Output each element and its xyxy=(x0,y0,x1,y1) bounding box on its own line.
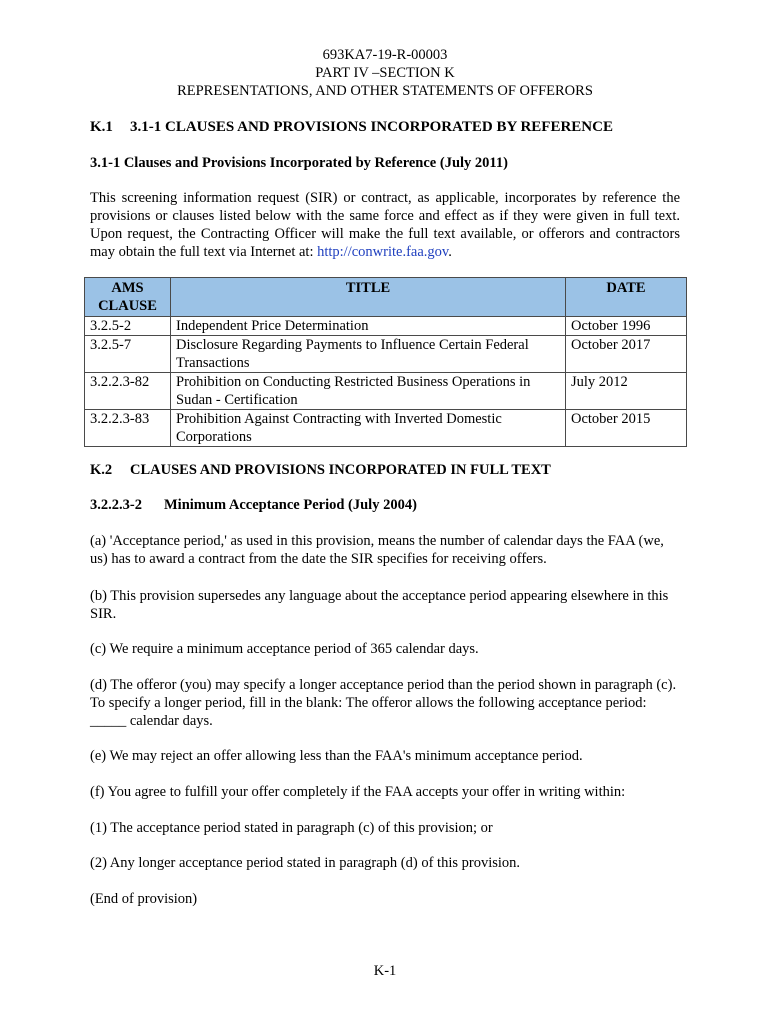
clause-cell: 3.2.2.3-82 xyxy=(85,373,171,410)
paragraph-1: (1) The acceptance period stated in paragraph (c) of this provision; or xyxy=(90,820,493,836)
provision-number: 3.2.2.3-2 xyxy=(90,497,142,513)
page-number: K-1 xyxy=(373,963,397,979)
table-row xyxy=(85,373,687,410)
paragraph-e: (e) We may reject an offer allowing less than the FAA's minimum acceptance period. xyxy=(90,748,583,764)
k1-heading: 3.1-1 CLAUSES AND PROVISIONS INCORPORATED BY REFERENCE xyxy=(130,119,613,135)
table-row xyxy=(85,336,687,373)
k1-subheading: 3.1-1 Clauses and Provisions Incorporated by Reference (July 2011) xyxy=(90,155,508,171)
end-of-provision: (End of provision) xyxy=(90,891,198,907)
faa-link[interactable]: http://conwrite.faa.gov xyxy=(317,244,449,260)
k1-number: K.1 xyxy=(90,119,113,135)
table-row xyxy=(85,317,687,336)
paragraph-b: (b) This provision supersedes any language about the acceptance period appearing elsewhere in this SIR. xyxy=(90,588,669,622)
clauses-table xyxy=(84,277,687,447)
date-cell: October 1996 xyxy=(566,317,687,336)
table-header-row xyxy=(85,278,687,317)
title-cell: Prohibition Against Contracting with Inverted Domestic Corporations xyxy=(171,410,566,447)
part-section: PART IV –SECTION K xyxy=(315,65,455,81)
date-cell: October 2017 xyxy=(566,336,687,373)
title-cell: Independent Price Determination xyxy=(171,317,566,336)
k1-body-text: This screening information request (SIR) or contract, as applicable, incorporates by reference the provisions or clauses listed below with the same force and effect as if they were given in full text. Upon request, the Contracting Officer will make the full text available, or offerors and contractors may obtain the full text via Internet at: xyxy=(90,190,680,260)
paragraph-d: (d) The offeror (you) may specify a longer acceptance period than the period shown in paragraph (c). To specify a longer period, fill in the blank: The offeror allows the following acceptance period: _____ calendar days. xyxy=(90,677,677,729)
header-title: TITLE xyxy=(171,278,566,317)
document-number: 693KA7-19-R-00003 xyxy=(322,47,448,63)
document-title: REPRESENTATIONS, AND OTHER STATEMENTS OF OFFERORS xyxy=(177,83,593,99)
paragraph-2: (2) Any longer acceptance period stated in paragraph (d) of this provision. xyxy=(90,855,521,871)
clause-cell: 3.2.5-2 xyxy=(85,317,171,336)
k1-body-paragraph xyxy=(90,189,680,261)
paragraph-c: (c) We require a minimum acceptance period of 365 calendar days. xyxy=(90,641,479,657)
clause-cell: 3.2.5-7 xyxy=(85,336,171,373)
paragraph-a: (a) 'Acceptance period,' as used in this provision, means the number of calendar days the FAA (we, us) has to award a contract from the date the SIR specifies for receiving offers. xyxy=(90,533,664,567)
k2-heading: CLAUSES AND PROVISIONS INCORPORATED IN FULL TEXT xyxy=(130,462,551,478)
date-cell: October 2015 xyxy=(566,410,687,447)
k1-body-suffix: . xyxy=(448,244,452,260)
title-cell: Prohibition on Conducting Restricted Business Operations in Sudan - Certification xyxy=(171,373,566,410)
paragraph-f: (f) You agree to fulfill your offer completely if the FAA accepts your offer in writing within: xyxy=(90,784,626,800)
k2-number: K.2 xyxy=(90,462,113,478)
table-row xyxy=(85,410,687,447)
provision-title: Minimum Acceptance Period (July 2004) xyxy=(164,497,417,513)
header-date: DATE xyxy=(566,278,687,317)
date-cell: July 2012 xyxy=(566,373,687,410)
clause-cell: 3.2.2.3-83 xyxy=(85,410,171,447)
header-clause: AMS CLAUSE xyxy=(85,278,171,317)
title-cell: Disclosure Regarding Payments to Influence Certain Federal Transactions xyxy=(171,336,566,373)
